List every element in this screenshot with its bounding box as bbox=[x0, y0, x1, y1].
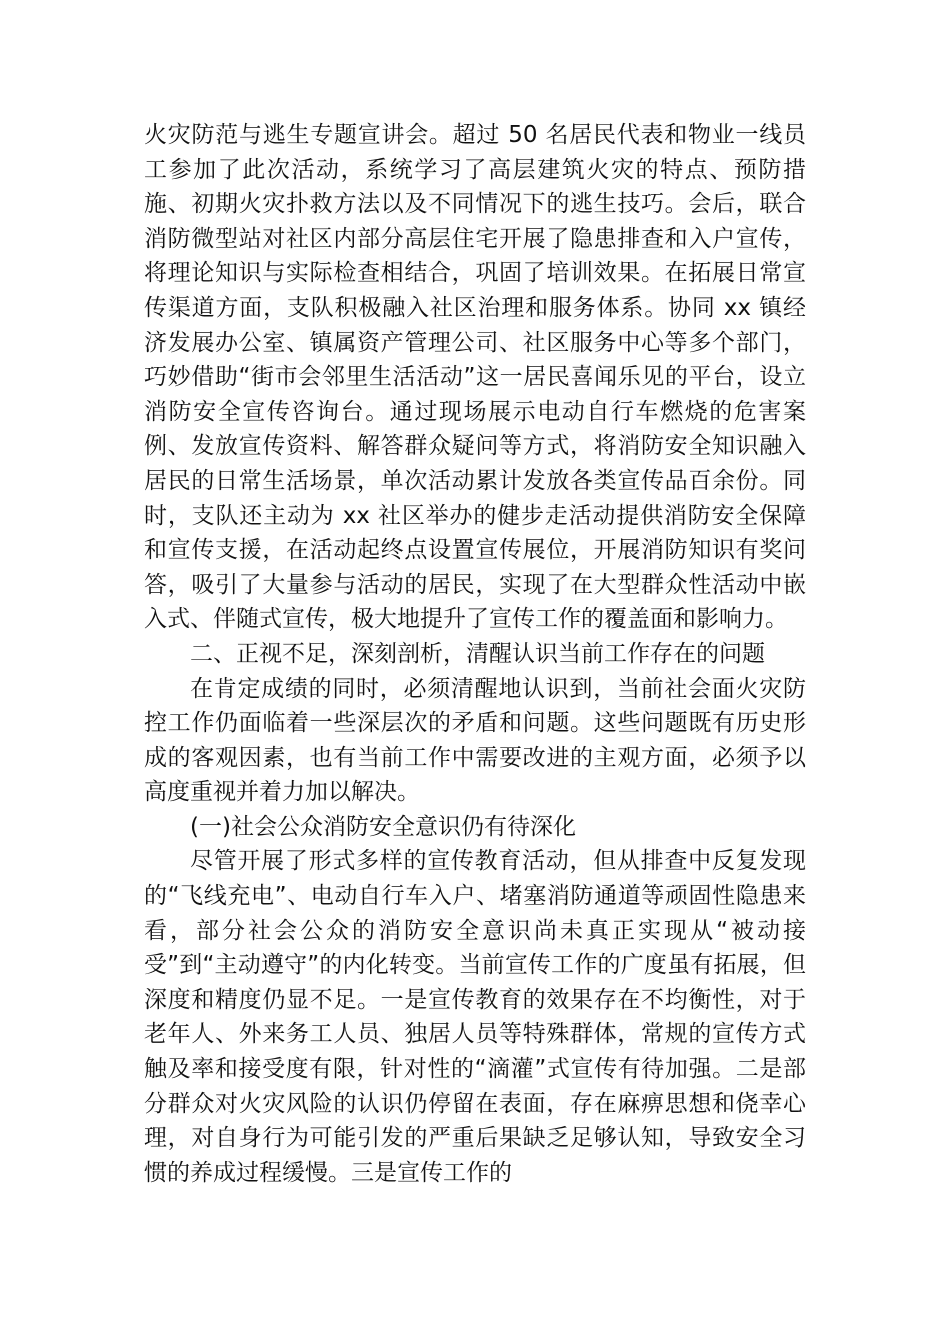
body-paragraph-3: 尽管开展了形式多样的宣传教育活动，但从排查中反复发现的“飞线充电”、电动自行车入户、堵塞消防通道等顽固性隐患来看，部分社会公众的消防安全意识尚未真正实现从“被动接受”到“主动遵守”的内化转变。当前宣传工作的广度虽有拓展，但深度和精度仍显不足。一是宣传教育的效果存在不均衡性，对于老年人、外来务工人员、独居人员等特殊群体，常规的宣传方式触及率和接受度有限，针对性的“滴灌”式宣传有待加强。二是部分群众对火灾风险的认识仍停留在表面，存在麻痹思想和侥幸心理，对自身行为可能引发的严重后果缺乏足够认知，导致安全习惯的养成过程缓慢。三是宣传工作的 bbox=[144, 848, 806, 1186]
document-page bbox=[144, 118, 806, 1190]
body-paragraph-1: 火灾防范与逃生专题宣讲会。超过 50 名居民代表和物业一线员工参加了此次活动，系统学习了高层建筑火灾的特点、预防措施、初期火灾扑救方法以及不同情况下的逃生技巧。会后，联合消防微型站对社区内部分高层住宅开展了隐患排查和入户宣传，将理论知识与实际检查相结合，巩固了培训效果。在拓展日常宣传渠道方面，支队积极融入社区治理和服务体系。协同 xx 镇经济发展办公室、镇属资产管理公司、社区服务中心等多个部门，巧妙借助“街市会邻里生活活动”这一居民喜闻乐见的平台，设立消防安全宣传咨询台。通过现场展示电动自行车燃烧的危害案例、发放宣传资料、解答群众疑问等方式，将消防安全知识融入居民的日常生活场景，单次活动累计发放各类宣传品百余份。同时，支队还主动为 xx 社区举办的健步走活动提供消防安全保障和宣传支援，在活动起终点设置宣传展位，开展消防知识有奖问答，吸引了大量参与活动的居民，实现了在大型群众性活动中嵌入式、伴随式宣传，极大地提升了宣传工作的覆盖面和影响力。 bbox=[144, 122, 806, 633]
body-paragraph-2: 在肯定成绩的同时，必须清醒地认识到，当前社会面火灾防控工作仍面临着一些深层次的矛盾和问题。这些问题既有历史形成的客观因素，也有当前工作中需要改进的主观方面，必须予以高度重视并着力加以解决。 bbox=[144, 675, 806, 806]
section-heading-2: 二、正视不足，深刻剖析，清醒认识当前工作存在的问题 bbox=[190, 640, 765, 667]
subsection-heading-1: (一)社会公众消防安全意识仍有待深化 bbox=[190, 813, 576, 840]
